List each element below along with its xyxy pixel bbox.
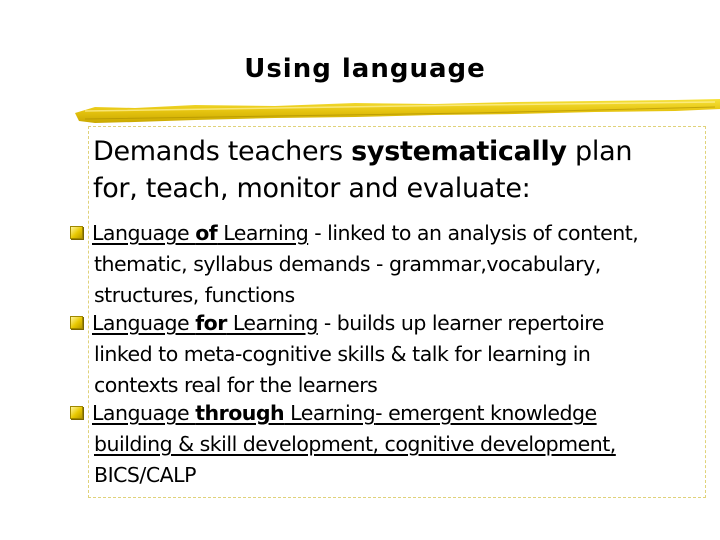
bullet-description: - emergent knowledge <box>375 401 597 425</box>
bullet-line: contexts real for the learners <box>94 373 378 397</box>
intro-text <box>93 133 632 207</box>
bullet-first-line <box>70 218 710 249</box>
yellow-square-bullet-icon <box>70 226 83 239</box>
bullet-language-through-learning <box>70 398 710 491</box>
highlighter-stroke <box>75 96 720 130</box>
bullet-description: - builds up learner repertoire <box>317 311 604 335</box>
bullet-line: thematic, syllabus demands - grammar,vocabulary, <box>94 252 601 276</box>
bullet-line: linked to meta-cognitive skills & talk for learning in <box>94 342 591 366</box>
yellow-square-bullet-icon <box>70 406 83 419</box>
intro-prefix: Demands teachers <box>93 136 352 167</box>
bullet-language-of-learning <box>70 218 710 311</box>
bullet-term: Language of Learning <box>92 221 309 245</box>
intro-emphasis: systematically <box>351 136 567 167</box>
bullet-line: structures, functions <box>94 283 295 307</box>
intro-line-1 <box>93 133 632 170</box>
intro-line-2: for, teach, monitor and evaluate: <box>93 173 531 204</box>
yellow-square-bullet-icon <box>70 316 83 329</box>
bullet-line: BICS/CALP <box>94 463 196 487</box>
bullet-line: building & skill development, cognitive development, <box>94 432 616 456</box>
bullet-term: Language for Learning <box>92 311 318 335</box>
intro-suffix: plan <box>566 136 633 167</box>
bullet-term: Language through Learning <box>92 401 376 425</box>
bullet-first-line <box>70 308 710 339</box>
slide-title: Using language <box>244 54 486 84</box>
bullet-first-line <box>70 398 710 429</box>
bullet-description: - linked to an analysis of content, <box>308 221 639 245</box>
bullet-language-for-learning <box>70 308 710 401</box>
